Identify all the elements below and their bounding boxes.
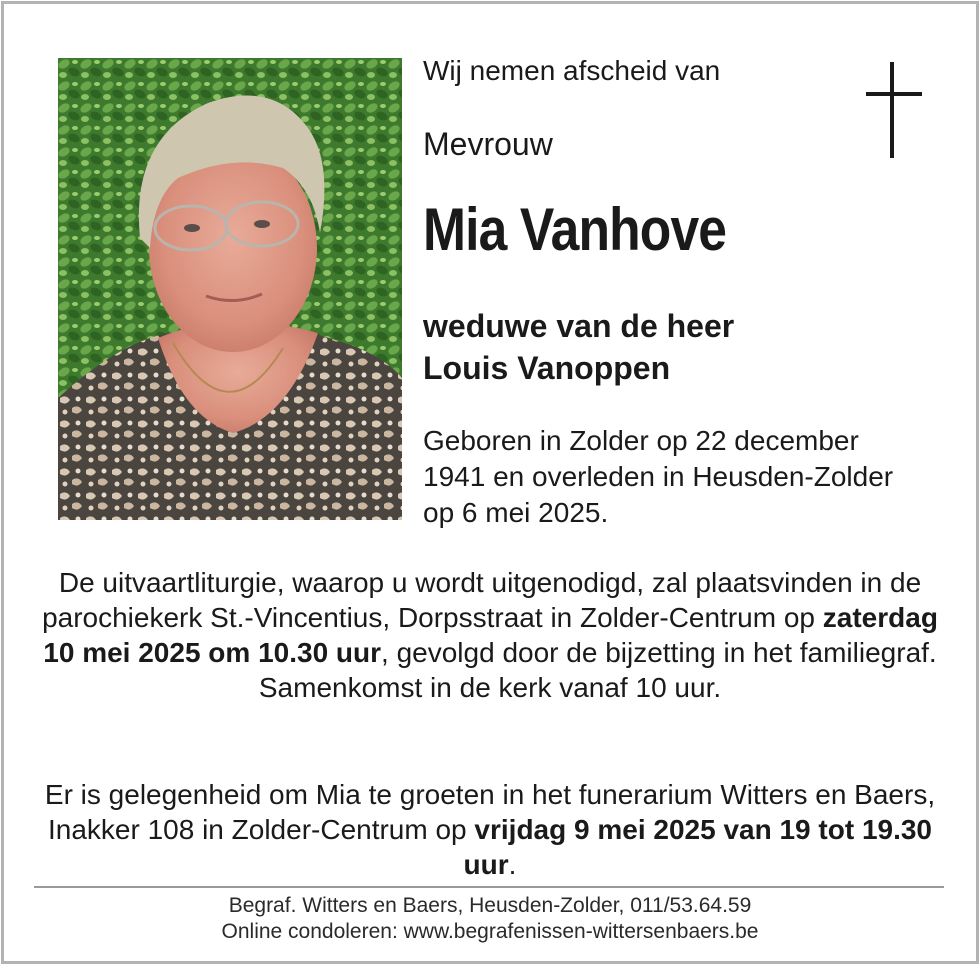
- widow-line-1: weduwe van de heer: [423, 308, 735, 344]
- intro-text: Wij nemen afscheid van: [423, 55, 721, 86]
- footer: [40, 893, 940, 945]
- deceased-name: Mia Vanhove: [423, 196, 727, 263]
- visitation-date-time: vrijdag 9 mei 2025 van 19 tot 19.30 uur: [463, 814, 933, 880]
- funeral-text-1: De uitvaartliturgie, waarop u wordt uitgenodigd, zal plaatsvinden in de parochiekerk St.-Vincentius, Dorpsstraat in Zolder-Centrum op: [42, 567, 922, 633]
- condolence-line: Online condoleren: www.begrafenissen-wittersenbaers.be: [221, 920, 759, 943]
- visitation-text-2: .: [508, 849, 517, 880]
- birth-death-text: Geboren in Zolder op 22 december 1941 en overleden in Heusden-Zolder op 6 mei 2025.: [423, 425, 894, 528]
- spouse-name: Louis Vanoppen: [423, 350, 671, 386]
- funeral-text-2: , gevolgd door de bijzetting in het familiegraf. Samenkomst in de kerk vanaf 10 uur.: [258, 637, 937, 703]
- funeral-paragraph: [40, 565, 940, 705]
- funeral-date-time: zaterdag 10 mei 2025 om 10.30 uur: [43, 602, 938, 668]
- cross-icon: [866, 62, 922, 158]
- visitation-paragraph: [40, 777, 940, 882]
- honorific: Mevrouw: [423, 126, 553, 162]
- visitation-text-1: Er is gelegenheid om Mia te groeten in het funerarium Witters en Baers, Inakker 108 in Zolder-Centrum op: [44, 779, 936, 845]
- divider: [34, 886, 944, 888]
- widow-of: [423, 305, 734, 389]
- portrait-photo: [58, 58, 402, 520]
- funeral-home-line: Begraf. Witters en Baers, Heusden-Zolder, 011/53.64.59: [228, 894, 752, 917]
